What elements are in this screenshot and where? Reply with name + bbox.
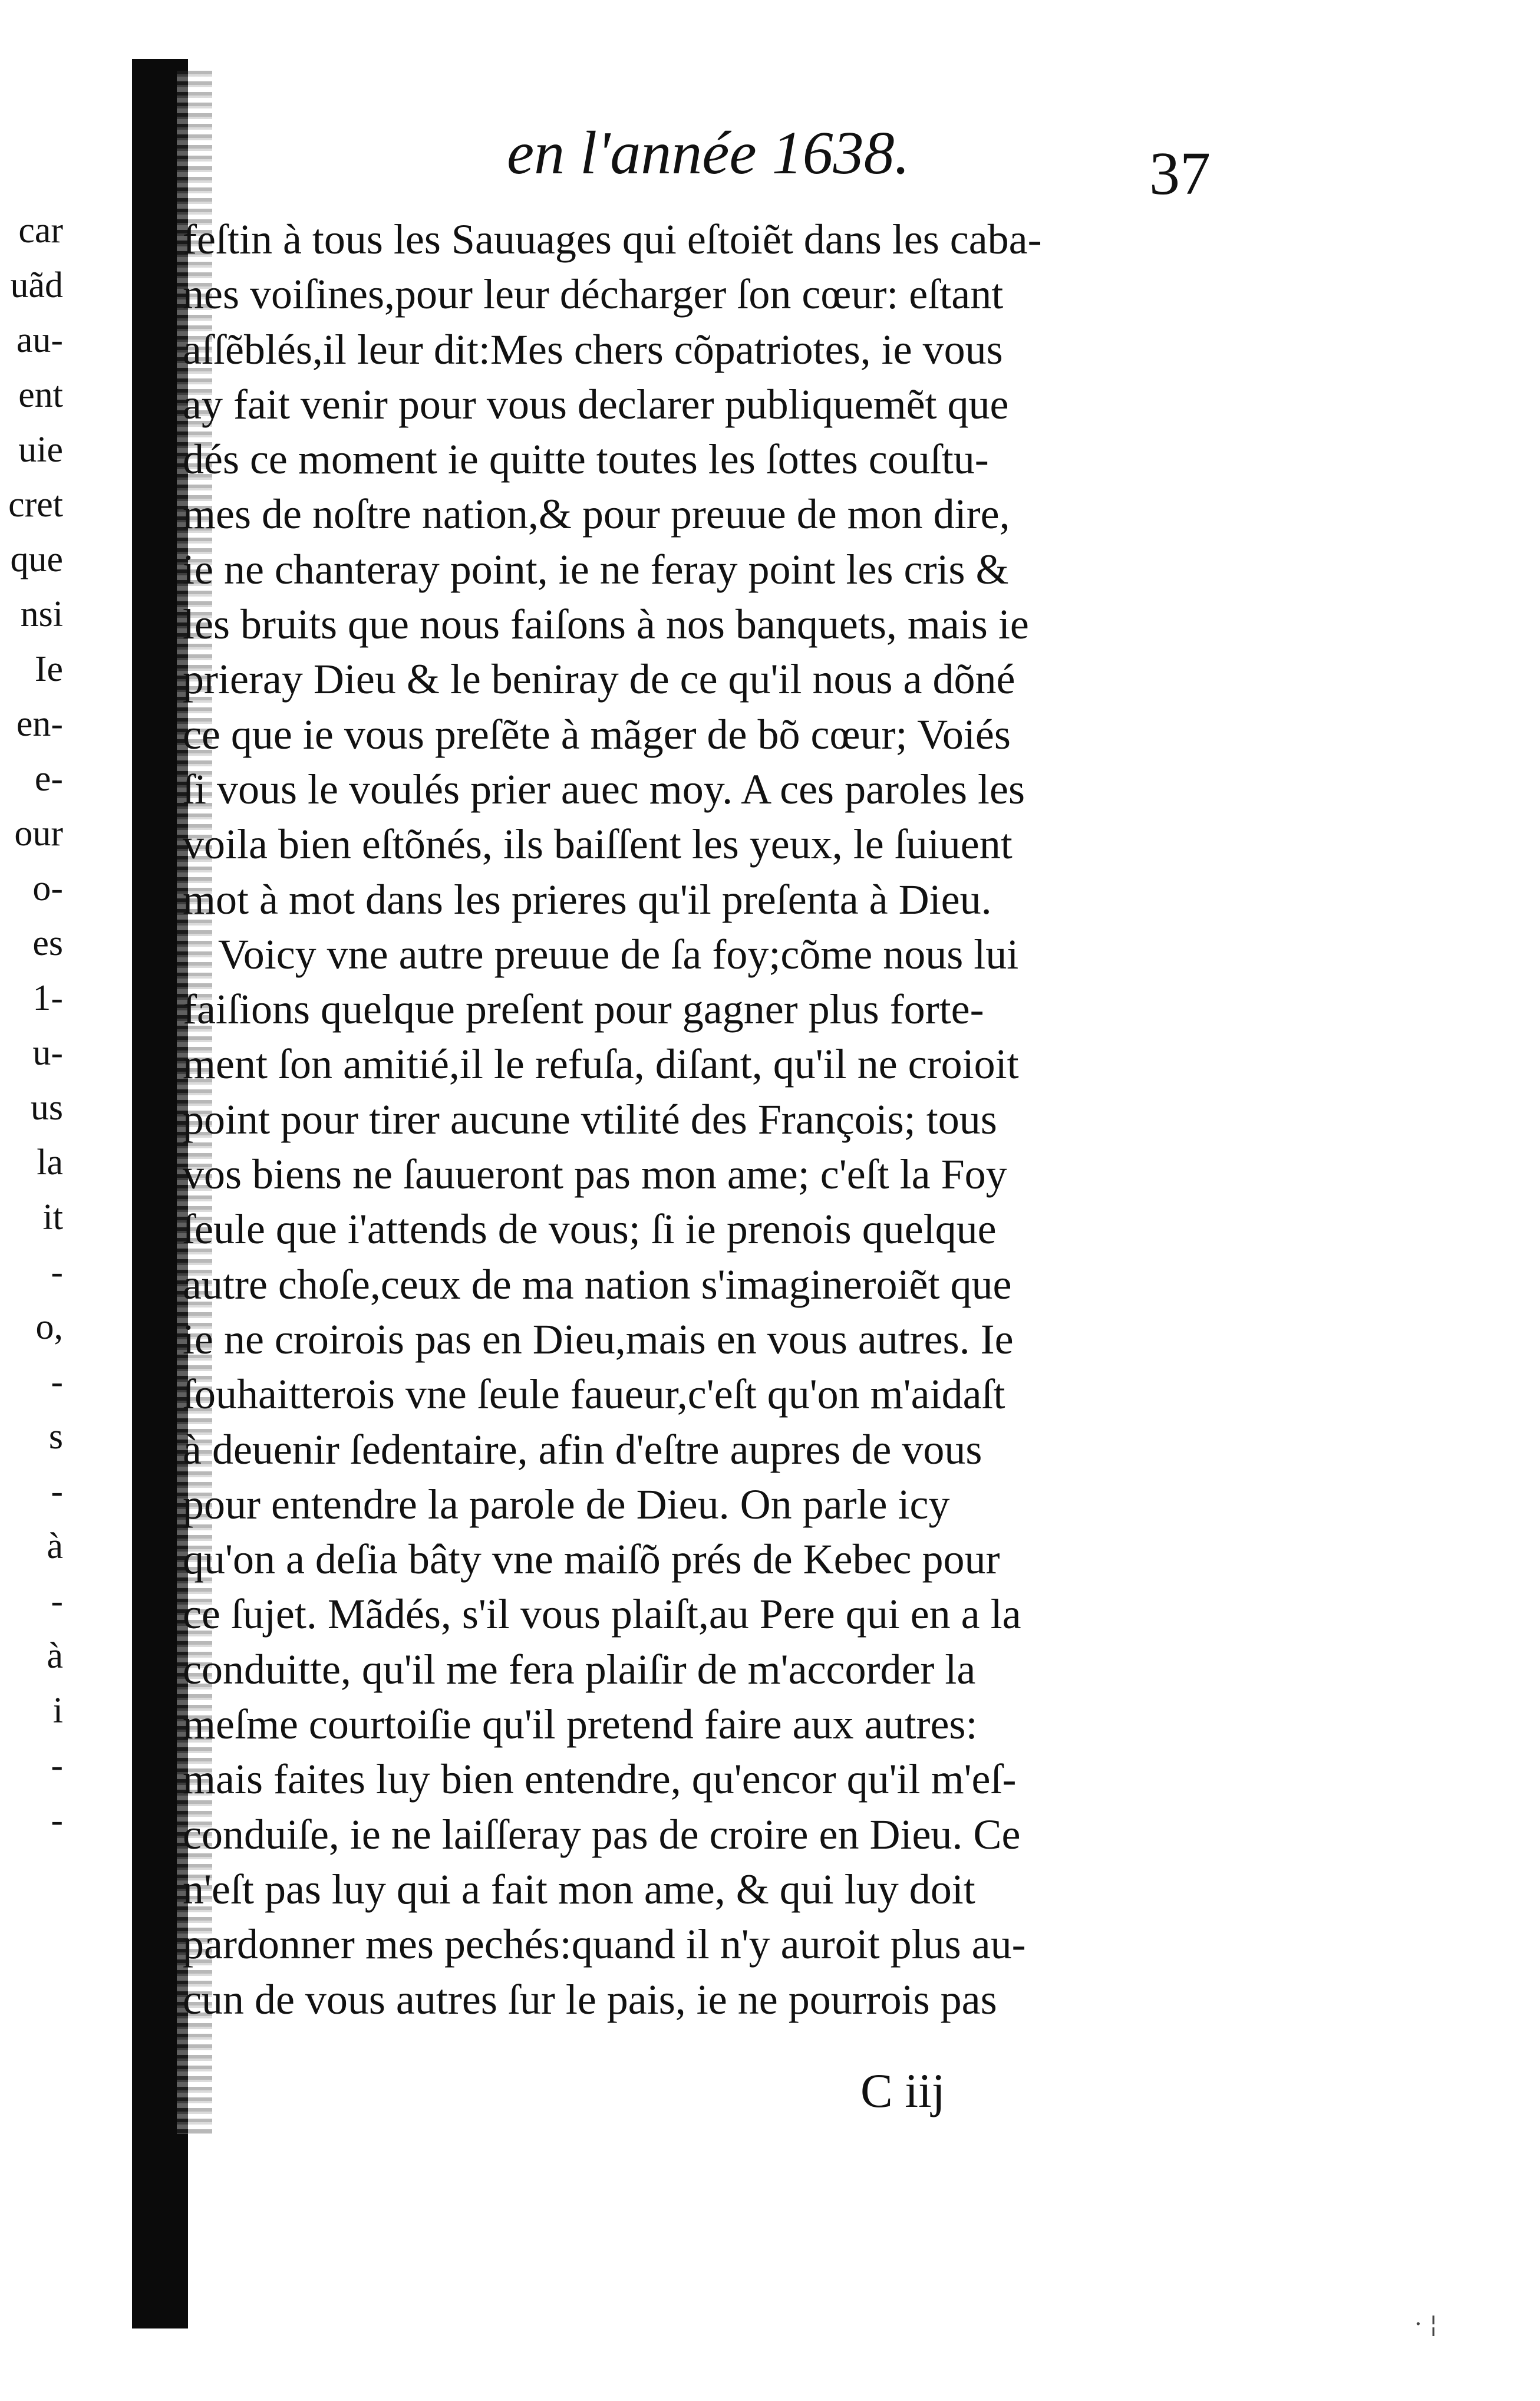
margin-fragment: uãd	[10, 265, 63, 305]
text-line: mot à mot dans les prieres qu'il preſenta à Dieu.	[183, 875, 992, 923]
text-line: autre choſe,ceux de ma nation s'imagineroiẽt que	[183, 1260, 1012, 1308]
margin-fragment: Ie	[34, 649, 63, 689]
text-line: mes de noſtre nation,& pour preuue de mon dire,	[183, 490, 1010, 538]
margin-fragment: s	[48, 1417, 63, 1457]
text-line: prieray Dieu & le beniray de ce qu'il nous a dõné	[183, 656, 1015, 703]
margin-fragment: à	[47, 1526, 63, 1566]
margin-fragment: la	[37, 1142, 63, 1183]
margin-fragment: it	[42, 1197, 63, 1237]
margin-fragment: -	[51, 1800, 63, 1840]
margin-fragment: our	[14, 813, 63, 854]
text-line: ce ſujet. Mãdés, s'il vous plaiſt,au Pere qui en a la	[183, 1590, 1021, 1638]
facing-page-fragments	[0, 212, 68, 1981]
text-line: Voicy vne autre preuue de ſa foy;cõme nous lui	[218, 930, 1019, 978]
text-line: n'eſt pas luy qui a fait mon ame, & qui luy doit	[183, 1865, 975, 1913]
text-line: ce que ie vous preſẽte à mãger de bõ cœur; Voiés	[183, 710, 1011, 758]
margin-fragment: au-	[16, 320, 63, 360]
margin-fragment: ent	[18, 375, 63, 415]
text-line: vos biens ne ſauueront pas mon ame; c'eſt la Foy	[183, 1151, 1007, 1198]
text-line: à deuenir ſedentaire, afin d'eſtre aupres de vous	[183, 1425, 982, 1473]
text-line: pardonner mes pechés:quand il n'y auroit plus au-	[183, 1921, 1026, 1968]
margin-fragment: o-	[32, 868, 63, 908]
text-line: ſi vous le voulés prier auec moy. A ces paroles les	[183, 765, 1025, 813]
body-text	[183, 212, 1238, 2027]
margin-fragment: à	[47, 1636, 63, 1676]
text-line: ay fait venir pour vous declarer publiquemẽt que	[183, 380, 1009, 428]
margin-fragment: uie	[18, 430, 63, 470]
text-line: ſouhaitterois vne ſeule faueur,c'eſt qu'on m'aidaſt	[183, 1371, 1005, 1418]
text-line: aſſẽblés,il leur dit:Mes chers cõpatriotes, ie vous	[183, 325, 1003, 373]
text-line: mais faites luy bien entendre, qu'encor qu'il m'eſ-	[183, 1756, 1017, 1803]
margin-fragment: u-	[32, 1033, 63, 1073]
margin-fragment: cret	[8, 485, 63, 525]
text-line: ſeule que i'attends de vous; ſi ie prenois quelque	[183, 1206, 997, 1253]
page-number: 37	[1149, 140, 1211, 208]
text-line: les bruits que nous faiſons à nos banquets, mais ie	[183, 601, 1029, 648]
margin-fragment: -	[51, 1362, 63, 1402]
margin-fragment: e-	[34, 759, 63, 799]
text-line: conduiſe, ie ne laiſſeray pas de croire en Dieu. Ce	[183, 1810, 1021, 1858]
margin-fragment: -	[51, 1581, 63, 1621]
text-line: point pour tirer aucune vtilité des François; tous	[183, 1095, 997, 1143]
signature-mark: C iij	[860, 2064, 945, 2117]
text-line: faiſions quelque preſent pour gagner plus forte-	[183, 986, 984, 1033]
text-line: pour entendre la parole de Dieu. On parle icy	[183, 1480, 950, 1528]
margin-fragment: -	[51, 1252, 63, 1292]
text-line: nes voiſines,pour leur décharger ſon cœur: eſtant	[183, 271, 1004, 318]
text-line: ment ſon amitié,il le refuſa, diſant, qu'il ne croioit	[183, 1040, 1019, 1088]
margin-fragment: nsi	[20, 594, 63, 634]
text-line: voila bien eſtõnés, ils baiſſent les yeux, le ſuiuent	[183, 821, 1013, 868]
text-line: conduitte, qu'il me fera plaiſir de m'accorder la	[183, 1645, 976, 1693]
text-line: dés ce moment ie quitte toutes les ſottes couſtu-	[183, 436, 989, 483]
text-line: ie ne chanteray point, ie ne feray point les cris &	[183, 545, 1009, 593]
margin-fragment: -	[51, 1471, 63, 1511]
text-line: feſtin à tous les Sauuages qui eſtoiẽt dans les caba-	[183, 216, 1042, 263]
scan-specks: · ¦	[1414, 2311, 1437, 2338]
margin-fragment: car	[18, 212, 63, 251]
margin-fragment: que	[10, 539, 63, 579]
text-line: cun de vous autres ſur le pais, ie ne pourrois pas	[183, 1975, 997, 2023]
margin-fragment: o,	[35, 1307, 63, 1347]
margin-fragment: es	[32, 923, 63, 963]
margin-fragment: -	[51, 1745, 63, 1786]
text-line: ie ne croirois pas en Dieu,mais en vous autres. Ie	[183, 1315, 1014, 1363]
margin-fragment: en-	[16, 704, 63, 744]
text-line: qu'on a deſia bâty vne maiſõ prés de Kebec pour	[183, 1536, 1000, 1583]
text-line: meſme courtoiſie qu'il pretend faire aux autres:	[183, 1701, 978, 1748]
page-header	[483, 112, 1261, 208]
running-head: en l'année 1638.	[507, 119, 910, 187]
margin-fragment: i	[52, 1691, 63, 1731]
margin-fragment: 1-	[32, 978, 63, 1018]
margin-fragment: us	[30, 1088, 63, 1128]
